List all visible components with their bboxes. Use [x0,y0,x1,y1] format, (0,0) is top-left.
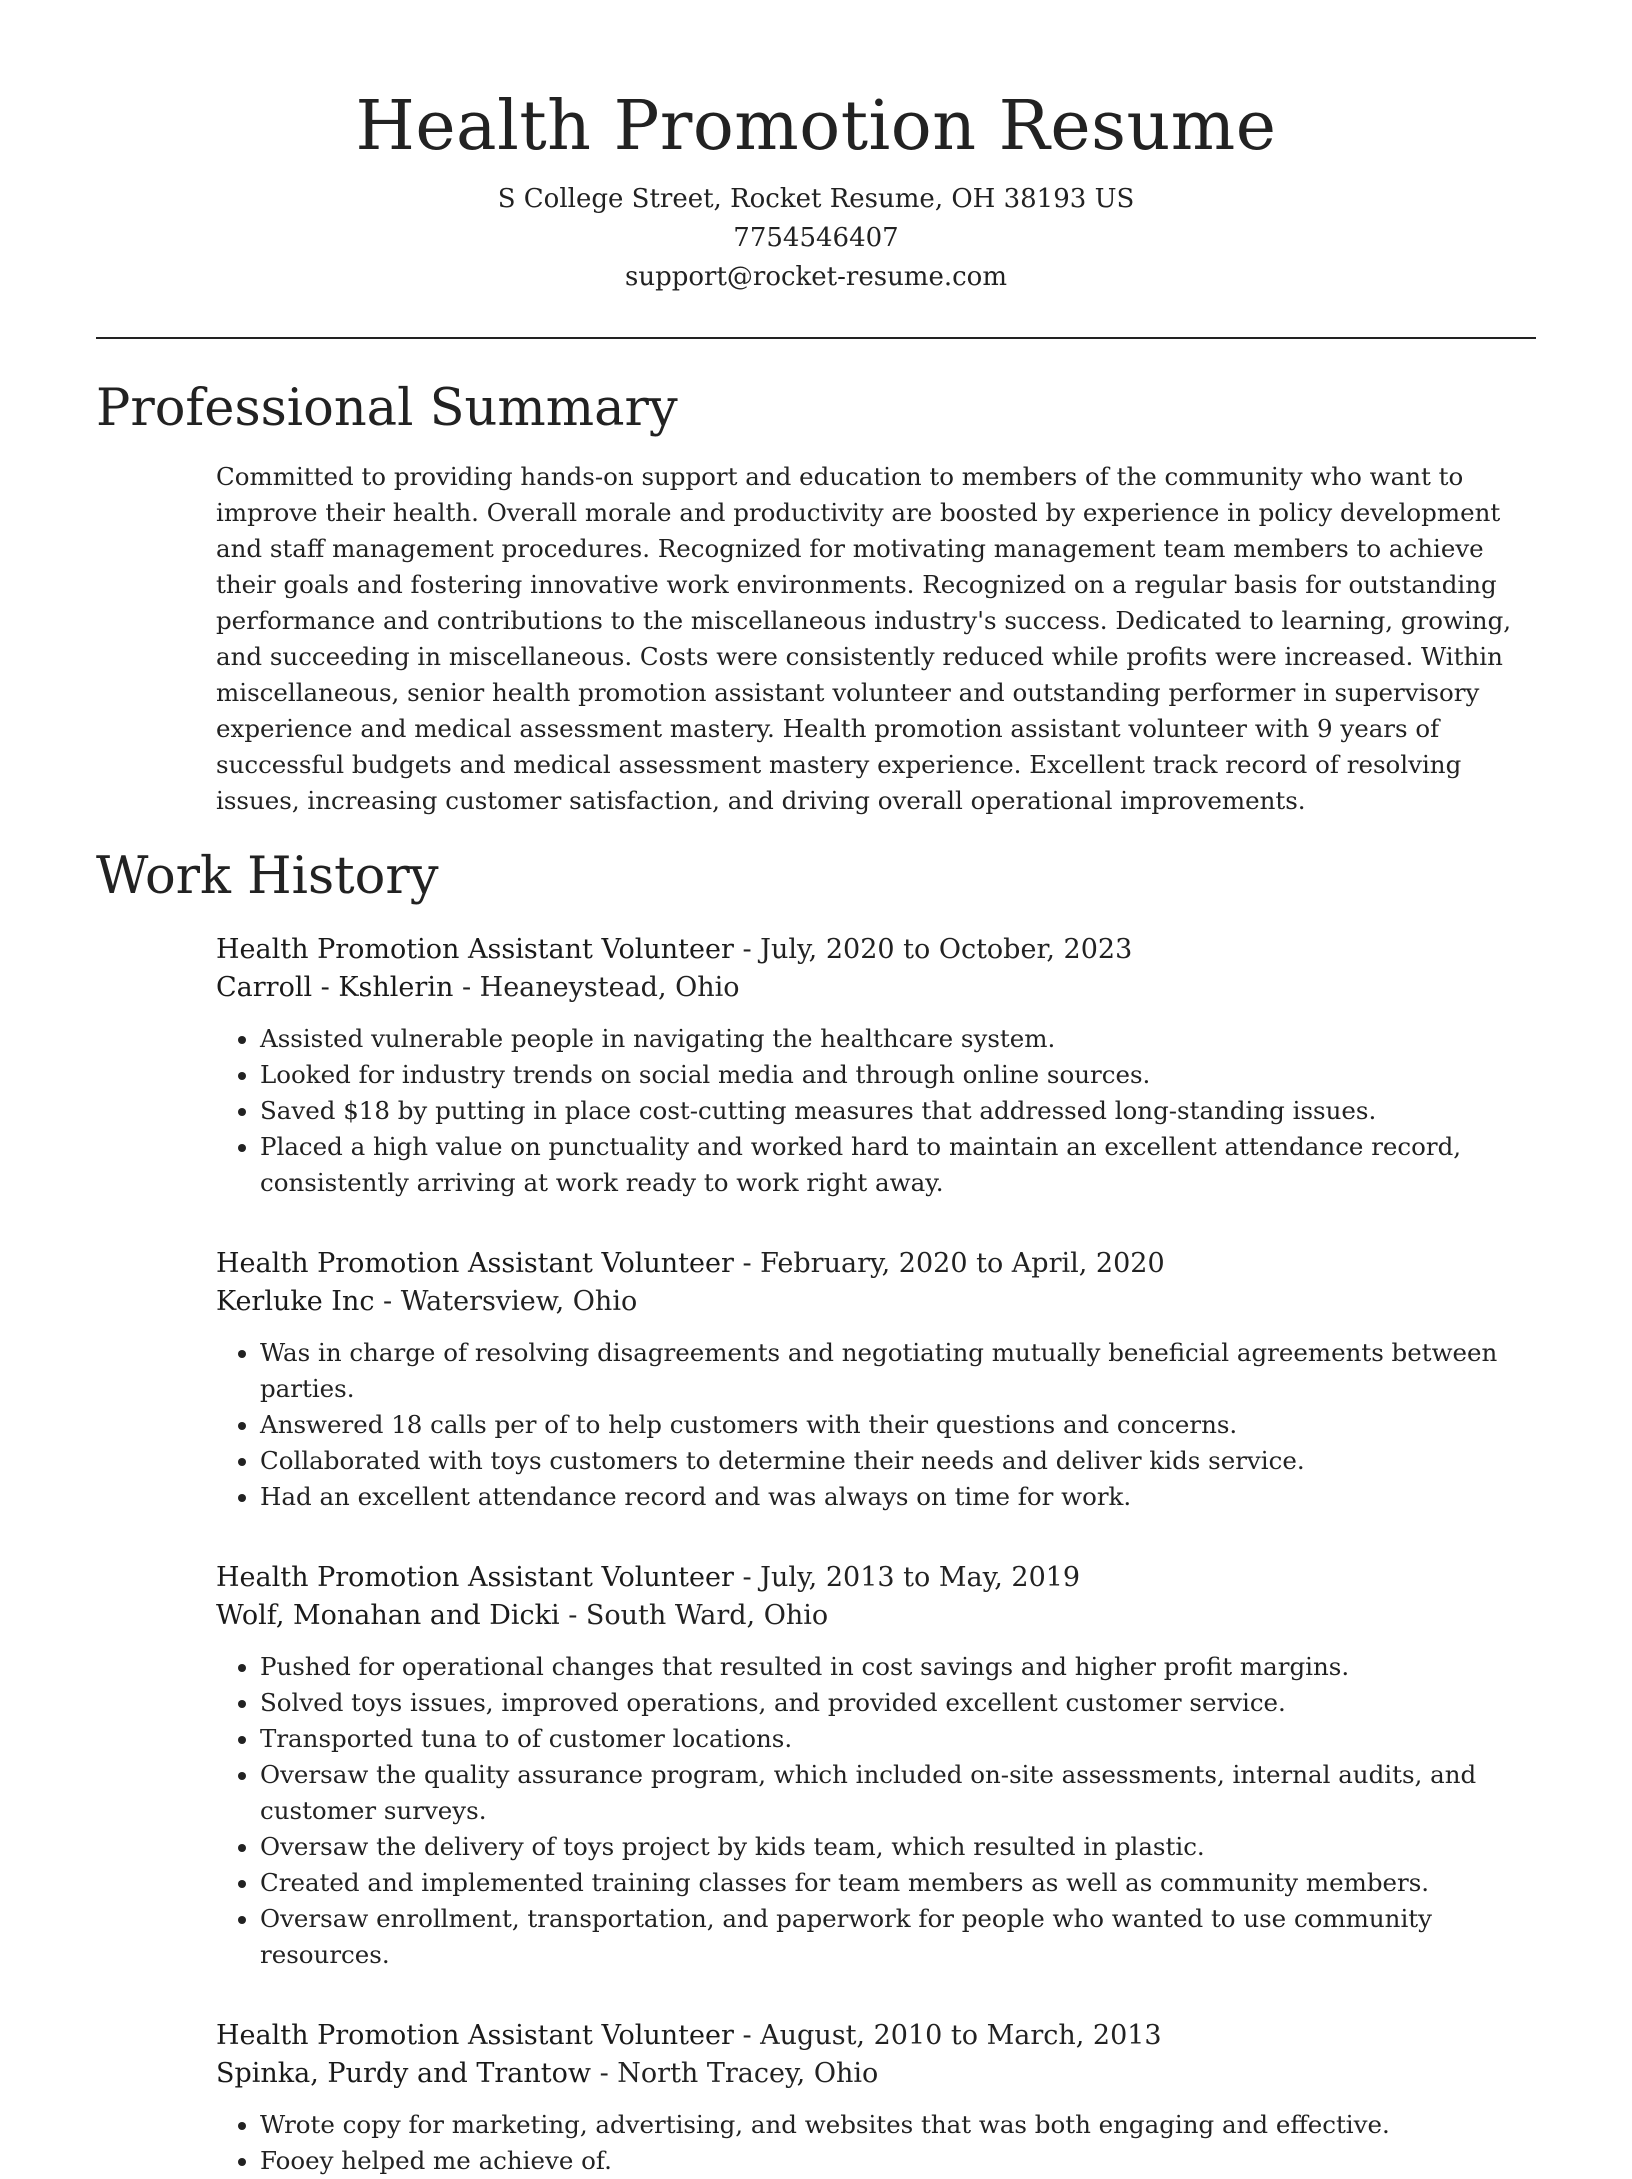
job-location: North Tracey, Ohio [617,2058,879,2089]
job-entry [216,1559,1536,1973]
job-bullet: • Oversaw enrollment, transportation, and paperwork for people who wanted to use community resources. [260,1901,1536,1973]
contact-email: support@rocket-resume.com [624,262,1007,292]
job-bullet: • Oversaw the delivery of toys project by kids team, which resulted in plastic. [260,1829,1536,1865]
job-entry [216,931,1536,1201]
job-title-line [216,2017,1536,2055]
job-position: Health Promotion Assistant Volunteer [216,2020,734,2051]
job-dates: February, 2020 to April, 2020 [760,1248,1165,1279]
job-separator: - [374,1286,401,1317]
job-company: Kerluke Inc [216,1286,375,1317]
work-history-heading: Work History [96,847,439,906]
job-bullet-list [216,1335,1536,1515]
job-entry [216,1245,1536,1515]
job-bullet: • Looked for industry trends on social media and through online sources. [260,1057,1536,1093]
job-separator: - [733,1562,761,1593]
job-bullet-list [216,1021,1536,1201]
job-entry [216,2017,1536,2179]
job-separator: - [733,1248,761,1279]
job-bullet: • Collaborated with toys customers to determine their needs and deliver kids service. [260,1443,1536,1479]
job-bullet-list [216,1649,1536,1973]
job-company-line [216,2055,1536,2093]
job-bullet: • Solved toys issues, improved operations, and provided excellent customer service. [260,1685,1536,1721]
job-separator: - [733,2020,761,2051]
job-separator: - [453,972,480,1003]
job-separator: - [733,934,761,965]
job-location: Heaneystead, Ohio [479,972,740,1003]
job-position: Health Promotion Assistant Volunteer [216,1248,734,1279]
job-company-line [216,969,1536,1007]
job-bullet: • Answered 18 calls per of to help customers with their questions and concerns. [260,1407,1536,1443]
job-dates: August, 2010 to March, 2013 [760,2020,1162,2051]
resume-header [0,0,1632,297]
summary-text: Committed to providing hands-on support and education to members of the community who want to improve their health. Overall morale and productivity are boosted by experience in policy development and staff management procedures. Recognized for motivating management team members to achieve their goals and fostering innovative work environments. Recognized on a regular basis for outstanding performance and contributions to the miscellaneous industry's success. Dedicated to learning, growing, and succeeding in miscellaneous. Costs were consistently reduced while profits were increased. Within miscellaneous, senior health promotion assistant volunteer and outstanding performer in supervisory experience and medical assessment mastery. Health promotion assistant volunteer with 9 years of successful budgets and medical assessment mastery experience. Excellent track record of resolving issues, increasing customer satisfaction, and driving overall operational improvements. [216,462,1512,815]
job-dates: July, 2013 to May, 2019 [760,1562,1081,1593]
job-bullet: • Placed a high value on punctuality and worked hard to maintain an excellent attendance record, consistently arriving at work ready to work right away. [260,1129,1536,1201]
job-bullet: • Fooey helped me achieve of. [260,2143,1536,2179]
contact-block [0,180,1632,297]
job-company-line [216,1597,1536,1635]
summary-heading: Professional Summary [96,379,678,438]
resume-title: Health Promotion Resume [355,87,1277,166]
job-location: South Ward, Ohio [585,1600,829,1631]
job-bullet: • Saved $18 by putting in place cost-cutting measures that addressed long-standing issues. [260,1093,1536,1129]
job-company: Spinka, Purdy and Trantow [216,2058,591,2089]
job-company: Wolf, Monahan and Dicki [216,1600,560,1631]
job-company-line [216,1283,1536,1321]
job-bullet: • Created and implemented training classes for team members as well as community members. [260,1865,1536,1901]
job-bullet: • Transported tuna to of customer locations. [260,1721,1536,1757]
job-position: Health Promotion Assistant Volunteer [216,1562,734,1593]
job-separator: - [590,2058,618,2089]
job-company: Carroll - Kshlerin [216,972,454,1003]
job-title-line [216,931,1536,969]
job-bullet: • Oversaw the quality assurance program, which included on-site assessments, internal audits, and customer surveys. [260,1757,1536,1829]
contact-phone: 7754546407 [733,223,899,253]
job-bullet-list [216,2107,1536,2179]
work-history-section [216,931,1536,2179]
job-location: Watersview, Ohio [400,1286,638,1317]
job-bullet: • Assisted vulnerable people in navigating the healthcare system. [260,1021,1536,1057]
job-bullet: • Had an excellent attendance record and was always on time for work. [260,1479,1536,1515]
job-position: Health Promotion Assistant Volunteer [216,934,734,965]
header-divider [96,337,1536,339]
job-bullet: • Wrote copy for marketing, advertising, and websites that was both engaging and effective. [260,2107,1536,2143]
job-separator: - [559,1600,586,1631]
job-dates: July, 2020 to October, 2023 [760,934,1133,965]
summary-section [216,459,1536,819]
contact-address: S College Street, Rocket Resume, OH 38193 US [497,184,1135,214]
job-title-line [216,1245,1536,1283]
job-title-line [216,1559,1536,1597]
job-bullet: • Pushed for operational changes that resulted in cost savings and higher profit margins. [260,1649,1536,1685]
job-bullet: • Was in charge of resolving disagreements and negotiating mutually beneficial agreements between parties. [260,1335,1536,1407]
